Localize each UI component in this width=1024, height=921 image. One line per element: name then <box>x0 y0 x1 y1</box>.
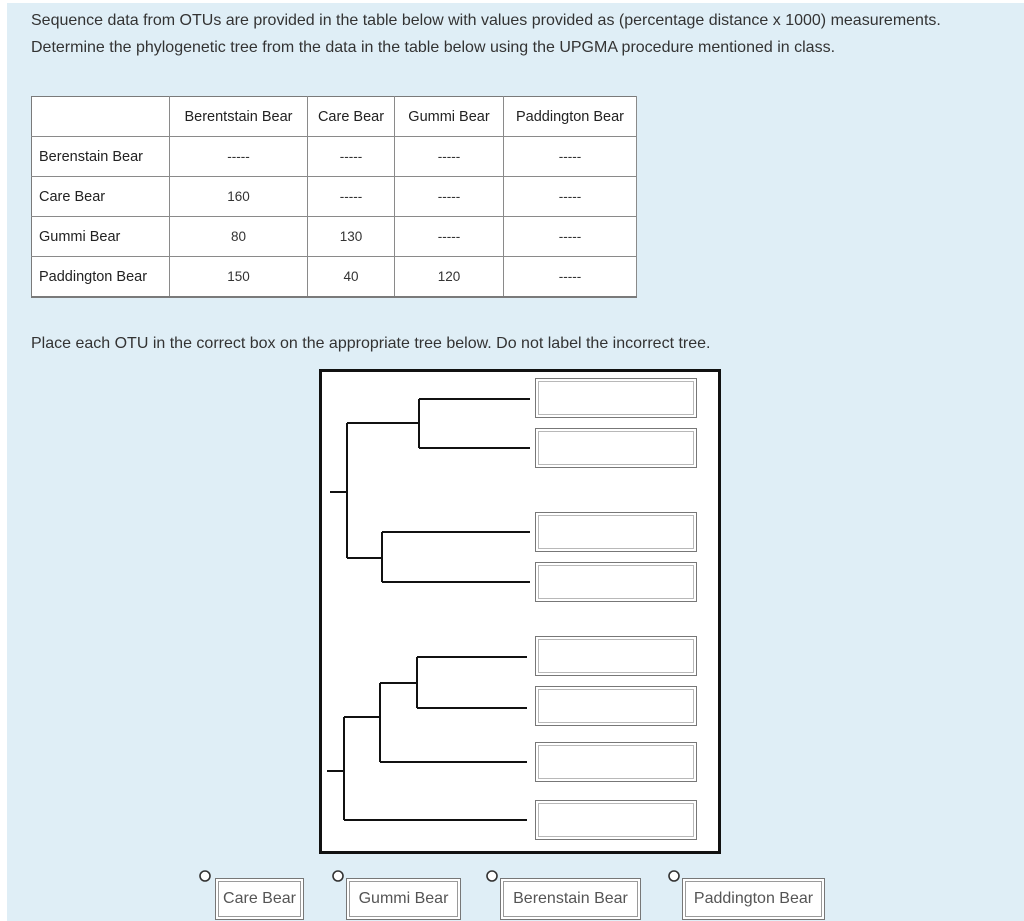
table-cell: ----- <box>504 217 637 257</box>
column-header: Care Bear <box>308 97 395 137</box>
top-tree-drop-box-4[interactable] <box>535 562 697 602</box>
drag-handle-icon[interactable] <box>485 869 499 883</box>
instruction-prompt: Place each OTU in the correct box on the appropriate tree below. Do not label the incorrect tree. <box>31 335 711 352</box>
answer-chip-care-bear[interactable]: Care Bear <box>215 878 304 920</box>
answer-chip-berenstain-bear[interactable]: Berenstain Bear <box>500 878 641 920</box>
bottom-tree-drop-box-4[interactable] <box>535 800 697 840</box>
table-cell: ----- <box>504 177 637 217</box>
column-header: Paddington Bear <box>504 97 637 137</box>
drag-handle-icon[interactable] <box>198 869 212 883</box>
table-cell: ----- <box>170 137 308 177</box>
top-tree-drop-box-1[interactable] <box>535 378 697 418</box>
table-row <box>32 257 637 298</box>
table-corner-cell <box>32 97 170 137</box>
column-header: Gummi Bear <box>395 97 504 137</box>
table-cell: ----- <box>308 137 395 177</box>
column-header: Berentstain Bear <box>170 97 308 137</box>
distance-table <box>31 96 637 298</box>
drag-handle-icon[interactable] <box>331 869 345 883</box>
table-row <box>32 137 637 177</box>
table-cell: 120 <box>395 257 504 298</box>
table-cell: 40 <box>308 257 395 298</box>
table-cell: 130 <box>308 217 395 257</box>
table-cell: ----- <box>504 257 637 298</box>
answer-chip-gummi-bear[interactable]: Gummi Bear <box>346 878 461 920</box>
table-cell: 160 <box>170 177 308 217</box>
bottom-tree-drop-box-3[interactable] <box>535 742 697 782</box>
table-row <box>32 177 637 217</box>
answer-chip-paddington-bear[interactable]: Paddington Bear <box>682 878 825 920</box>
row-header: Paddington Bear <box>32 257 170 298</box>
table-cell: ----- <box>395 217 504 257</box>
table-cell: 80 <box>170 217 308 257</box>
bottom-tree-drop-box-2[interactable] <box>535 686 697 726</box>
top-tree-drop-box-3[interactable] <box>535 512 697 552</box>
table-cell: ----- <box>504 137 637 177</box>
table-cell: ----- <box>308 177 395 217</box>
table-cell: ----- <box>395 137 504 177</box>
table-cell: ----- <box>395 177 504 217</box>
top-tree-drop-box-2[interactable] <box>535 428 697 468</box>
drag-handle-icon[interactable] <box>667 869 681 883</box>
row-header: Berenstain Bear <box>32 137 170 177</box>
row-header: Care Bear <box>32 177 170 217</box>
row-header: Gummi Bear <box>32 217 170 257</box>
table-row <box>32 217 637 257</box>
table-header-row <box>32 97 637 137</box>
table-cell: 150 <box>170 257 308 298</box>
bottom-tree-drop-box-1[interactable] <box>535 636 697 676</box>
question-text: Sequence data from OTUs are provided in the table below with values provided as (percentage distance x 1000) measurements. Determine the phylogenetic tree from the data in the table below using the UPGMA procedure mentioned in class. <box>31 12 941 56</box>
